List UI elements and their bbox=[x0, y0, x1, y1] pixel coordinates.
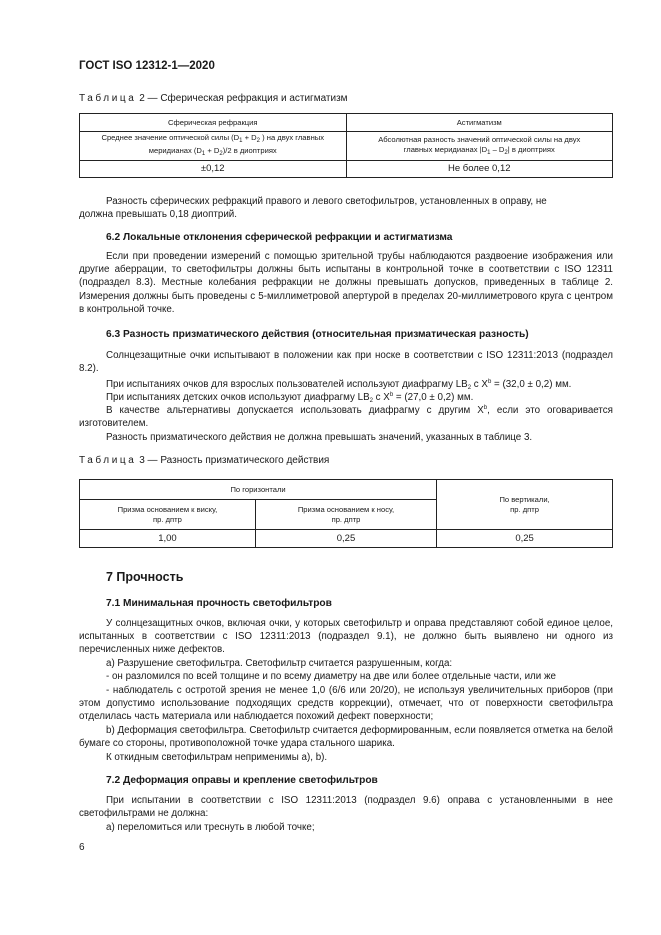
table2-val2: Не более 0,12 bbox=[346, 161, 613, 178]
table3-val-temple: 1,00 bbox=[80, 530, 256, 548]
table2-col2-head: Астигматизм bbox=[346, 114, 613, 132]
section-7-1-b: b) Деформация светофильтра. Светофильтр считается деформированным, если появляется отметка на белой бумаге со стороны, противоположной точке удара стального шарика. bbox=[79, 725, 613, 750]
table3-temple-head: Призма основанием к виску, пр. дптр bbox=[80, 500, 256, 530]
section-6-3-p1: Солнцезащитные очки испытывают в положении как при носке в соответствии с ISO 12311:2013 (подраздел 8.2). bbox=[79, 350, 613, 375]
section-7-1-c: К откидным светофильтрам неприменимы а), b). bbox=[106, 752, 328, 763]
section-7-2-p3: а) переломиться или треснуть в любой точке; bbox=[106, 822, 315, 833]
section-6-2-title: 6.2 Локальные отклонения сферической рефракции и астигматизма bbox=[106, 232, 453, 243]
section-7-1-title: 7.1 Минимальная прочность светофильтров bbox=[106, 598, 332, 609]
table2 bbox=[79, 113, 613, 178]
section-7-1-p1: У солнцезащитных очков, включая очки, у которых светофильтр и оправа представляют собой единое целое, испытанных в соответствии с ISO 12311:2013 (подраздел 9.1), не должно быть выявлено ни одного из перечисленных ниже дефектов. bbox=[79, 618, 613, 656]
section-7-1-a: а) Разрушение светофильтра. Светофильтр считается разрушенным, когда: bbox=[106, 658, 453, 669]
table3-nose-head: Призма основанием к носу, пр. дптр bbox=[255, 500, 436, 530]
table2-caption-text: 2 — Сферическая рефракция и астигматизм bbox=[139, 93, 348, 104]
section-6-3-p5: Разность призматического действия не должна превышать значений, указанных в таблице 3. bbox=[106, 432, 533, 443]
section-6-3-p4: В качестве альтернативы допускается использовать диафрагму с другим $X^b$, если это оговаривается изготовителем. bbox=[79, 405, 613, 430]
section-7-2-title: 7.2 Деформация оправы и крепление светофильтров bbox=[106, 775, 378, 786]
page-number: 6 bbox=[79, 842, 85, 853]
document-header: ГОСТ ISO 12312-1—2020 bbox=[79, 60, 215, 72]
section-7-2-p2: При испытании в соответствии с ISO 12311:2013 (подраздел 9.6) оправа с установленными в нее светофильтрами не должна: bbox=[79, 795, 613, 820]
table3-caption-prefix: Таблица bbox=[79, 455, 137, 466]
table3-vertical-head: По вертикали, пр. дптр bbox=[437, 480, 613, 530]
section-6-2-text: Если при проведении измерений с помощью зрительной трубы наблюдаются раздвоение изображения или другие аберрации, то светофильтры должны быть испытаны в контрольной точке в соответствии с ISO 12311 (подраздел 8.3). Местные колебания рефракции не должны превышать допусков, приведенных в таблице 2. Измерения должны быть проведены с 5-миллиметровой апертурой в пределах 20-миллиметрового круга с центром в контрольной точке. bbox=[79, 251, 613, 315]
section-7-1-d2: - наблюдатель с остротой зрения не менее 1,0 (6/6 или 20/20), не используя увеличительных приборов (при этом допустимо использование подходящих средств коррекции), отмечает, что от поверхности светофильтра отделилась часть материала или наблюдается похожий дефект поверхности; bbox=[79, 685, 613, 723]
table3-horizontal-head: По горизонтали bbox=[80, 480, 437, 500]
section-6-3-title: 6.3 Разность призматического действия (относительная призматическая разность) bbox=[106, 329, 529, 340]
section-6-3-p2: При испытаниях очков для взрослых пользователей используют диафрагму $LB_2$ с $X^b = (32,0 \pm 0,2)$ мм. bbox=[106, 379, 572, 391]
section-6-3-p3: При испытаниях детских очков используют диафрагму $LB_2$ с $X^b = (27,0 \pm 0,2)$ мм. bbox=[106, 392, 474, 404]
table2-col1-desc: Среднее значение оптической силы ($D_1 + D_2$ ) на двух главных меридианах $(D_1 + D_2)/2$ в диоптриях bbox=[80, 132, 347, 161]
table2-val1: ±0,12 bbox=[80, 161, 347, 178]
table3-caption-text: 3 — Разность призматического действия bbox=[139, 455, 330, 466]
table2-col1-head: Сферическая рефракция bbox=[80, 114, 347, 132]
table2-caption bbox=[79, 93, 348, 104]
table2-col2-desc: Абсолютная разность значений оптической силы на двух главных меридианах $|D_1 - D_2|$ в диоптриях bbox=[346, 132, 613, 161]
table3-val-nose: 0,25 bbox=[255, 530, 436, 548]
table3 bbox=[79, 479, 613, 548]
table3-val-vertical: 0,25 bbox=[437, 530, 613, 548]
section-7-1-d1: - он разломился по всей толщине и по всему диаметру на две или более отдельные части, или же bbox=[106, 671, 556, 682]
section-7-title: 7 Прочность bbox=[106, 570, 184, 584]
table2-caption-prefix: Таблица bbox=[79, 93, 137, 104]
para-diff-line1: Разность сферических рефракций правого и левого светофильтров, установленных в оправу, не bbox=[106, 196, 547, 207]
table3-caption bbox=[79, 455, 329, 466]
para-diff-line2: должна превышать 0,18 диоптрий. bbox=[79, 209, 237, 220]
